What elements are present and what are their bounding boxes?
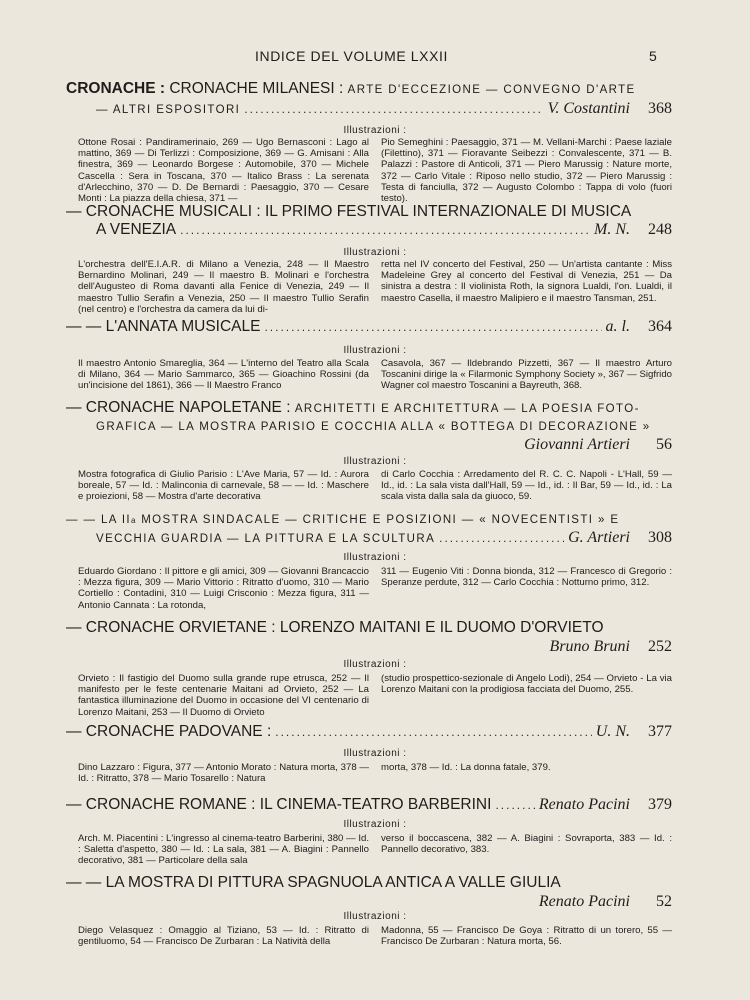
illustrations-right: 311 — Eugenio Viti : Donna bionda, 312 — Francesco di Gregorio : Speranze perdute, 312 — Carlo Cocchia : Notturno primo, 312. [381, 566, 672, 589]
entry-heading: — CRONACHE NAPOLETANE : ARCHITETTI E ARCHITETTURA — LA POESIA FOTO- [66, 399, 640, 416]
entry-author: M. N. [594, 221, 630, 238]
dot-leader [264, 316, 601, 338]
illustrations-list [78, 137, 672, 204]
illustrations-left: Orvieto : Il fastigio del Duomo sulla grande rupe etrusca, 252 — Il manifesto per le feste centenarie Maitani ad Orvieto, 252 — La fantastica illuminazione del Duomo in occasione del VI centenario di Lorenzo Maitani, 253 — Il Duomo di Orvieto [78, 673, 369, 718]
illustrations-left: Diego Velasquez : Omaggio al Tiziano, 53 — Id. : Ritratto di gentiluomo, 54 — Francisco De Zurbaran : La Natività della [78, 925, 369, 948]
illustrations-list [78, 762, 672, 784]
illustrations-right: retta nel IV concerto del Festival, 250 — Un'artista cantante : Miss Madeleine Grey al concerto del Festival di Venezia, 251 — Da sinistra a destra : Il violinista Roth, la signora Lualdi, l'on. Lualdi, il maestro Casella, il maestro Malipiero e il maestro Tansman, 251. [381, 259, 672, 304]
volume-title: INDICE DEL VOLUME LXXII [255, 48, 448, 64]
entry-author-line [66, 636, 672, 658]
illustrations-right: verso il boccascena, 382 — A. Biagini : Sovraporta, 383 — Id. : Pannello decorativo, 383. [381, 833, 672, 856]
illustrations-list [78, 469, 672, 503]
illustrazioni-label: Illustrazioni : [343, 552, 407, 563]
illustrations-right: morta, 378 — Id. : La donna fatale, 379. [381, 762, 551, 773]
dot-leader [180, 219, 590, 241]
dot-leader [275, 721, 592, 743]
illustrations-list [78, 925, 672, 947]
entry-heading: — CRONACHE ORVIETANE : LORENZO MAITANI E IL DUOMO D'ORVIETO [66, 619, 604, 636]
entry-heading: — — LA II a MOSTRA SINDACALE — CRITICHE E POSIZIONI — « NOVECENTISTI » E [66, 508, 672, 530]
entry-author: V. Costantini [547, 100, 630, 117]
entry-heading-cont: — ALTRI ESPOSITORI ..... V. Costantini 368 [66, 98, 672, 120]
illustrations-right: Pio Semeghini : Paesaggio, 371 — M. Vellani-Marchi : Paese laziale (Filettino), 371 — Fioravante Seibezzi : Convalescente, 371 — B. Palazzi : Pastore di Anticoli, 371 — Piero Marussig : Nature morte, 372 — Carlo Vitale : Riposo nello studio, 372 — Piero Marussig : Testa di fanciulla, 372 — Augusto Colombo : Tappa di volo (fuori testo). [381, 137, 672, 205]
illustrazioni-label: Illustrazioni : [343, 819, 407, 830]
entry-author: a. l. [605, 318, 630, 335]
entry-author-line [66, 891, 672, 913]
entry-page: 252 [648, 638, 672, 655]
entry-heading-cont: A VENEZIA ..... M. N. 248 [66, 219, 672, 241]
illustrazioni-label: Illustrazioni : [343, 125, 407, 136]
illustrations-left: Eduardo Giordano : Il pittore e gli amici, 309 — Giovanni Brancaccio : Mezza figura, 309 — Mario Vittorio : Ritratto d'uomo, 310 — Mario Cortiello : Contadini, 310 — Luigi Crisconio : Mezza figura, 311 — Antonio Cannata : La rotonda, [78, 566, 369, 611]
entry-heading: — CRONACHE MUSICALI : IL PRIMO FESTIVAL INTERNAZIONALE DI MUSICA [66, 203, 632, 220]
illustrations-list [78, 833, 672, 867]
illustrations-right: Casavola, 367 — Ildebrando Pizzetti, 367 — Il maestro Arturo Toscanini dirige la « Filarmonic Symphony Society », 367 — Sigfrido Wagner col maestro Toscanini a Bayreuth, 368. [381, 358, 672, 392]
dot-leader [495, 794, 534, 816]
illustrations-right: (studio prospettico-sezionale di Angelo Lodi), 254 — Orvieto - La via Lorenzo Maitani con la prodigiosa facciata del Duomo, 255. [381, 673, 672, 696]
entry-page: 308 [648, 529, 672, 546]
illustrazioni-label: Illustrazioni : [343, 456, 407, 467]
entry-author: G. Artieri [568, 529, 630, 546]
entry-page: 364 [648, 318, 672, 335]
dot-leader [439, 527, 564, 549]
entry-page: 52 [656, 893, 672, 910]
entry-author-line [66, 434, 672, 456]
entry-heading: — — LA MOSTRA DI PITTURA SPAGNUOLA ANTICA A VALLE GIULIA [66, 874, 561, 891]
illustrations-list [78, 358, 672, 392]
entry-page: 379 [648, 796, 672, 813]
illustrations-left: Il maestro Antonio Smareglia, 364 — L'interno del Teatro alla Scala di Milano, 364 — Mario Sammarco, 365 — Gioachino Rossini (da un'incisione del 1861), 366 — Il Maestro Franco [78, 358, 369, 392]
entry-page: 377 [648, 723, 672, 740]
entry-author: Renato Pacini [538, 893, 630, 910]
illustrations-list [78, 566, 672, 611]
entry-author: U. N. [595, 723, 630, 740]
entry-heading-cont: VECCHIA GUARDIA — LA PITTURA E LA SCULTURA ..... G. Artieri 308 [66, 527, 672, 549]
dot-leader [244, 98, 543, 120]
running-head [0, 48, 750, 68]
entry-page: 248 [648, 221, 672, 238]
entry-page: 368 [648, 100, 672, 117]
illustrations-right: di Carlo Cocchia : Arredamento del R. C. C. Napoli - L'Hall, 59 — Id., id. : La sala vista dall'Hall, 59 — Id., id. : Il Bar, 59 — Id., id. : La scala vista dalla sala da giuoco, 59. [381, 469, 672, 503]
entry-heading-cont: GRAFICA — LA MOSTRA PARISIO E COCCHIA ALLA « BOTTEGA DI DECORAZIONE » [96, 421, 651, 433]
illustrations-left: L'orchestra dell'E.I.A.R. di Milano a Venezia, 248 — Il Maestro Bernardino Molinari, 249 — Il maestro B. Molinari e l'orchestra dell'Augusteo di Roma davanti alla Fenice di Venezia, 249 — Il maestro Tullio Serafin a Venezia, 250 — Il maestro Tullio Serafin (nel centro) e l'orchestra da camera da lui di- [78, 259, 369, 315]
illustrations-list [78, 673, 672, 718]
illustrazioni-label: Illustrazioni : [343, 748, 407, 759]
illustrazioni-label: Illustrazioni : [343, 659, 407, 670]
entry-heading: — CRONACHE PADOVANE : ..... U. N. 377 [66, 721, 672, 743]
illustrazioni-label: Illustrazioni : [343, 345, 407, 356]
entry-heading: — CRONACHE ROMANE : IL CINEMA-TEATRO BARBERINI ..... Renato Pacini 379 [66, 794, 672, 816]
page-number: 5 [649, 48, 658, 64]
entry-page: 56 [656, 436, 672, 453]
superscript: a [131, 516, 137, 525]
illustrations-left: Ottone Rosai : Pandiramerinaio, 269 — Ugo Bernasconi : Lago al mattino, 369 — Di Terlizzi : Composizione, 369 — G. Amisani : Alla finestra, 369 — Leonardo Borgese : Automobile, 370 — Michele Cascella : Sera in Toscana, 370 — Italico Brass : La serenata d'Arlecchino, 370 — D. De Bernardi : Paesaggio, 370 — Cesare Monti : La piazza della chiesa, 371 — [78, 137, 369, 205]
entry-author: Bruno Bruni [549, 638, 630, 655]
entry-author: Renato Pacini [538, 796, 630, 813]
illustrations-left: Dino Lazzaro : Figura, 377 — Antonio Morato : Natura morta, 378 — Id. : Ritratto, 378 — Mario Tosarello : Natura [78, 762, 369, 785]
illustrations-left: Mostra fotografica di Giulio Parisio : L'Ave Maria, 57 — Id. : Aurora boreale, 57 — Id. : Malinconia di carnevale, 58 — — Id. : Maschere e proiezioni, 58 — Mostra d'arte decorativa [78, 469, 369, 503]
illustrations-left: Arch. M. Piacentini : L'ingresso al cinema-teatro Barberini, 380 — Id. : Saletta d'aspetto, 380 — Id. : La sala, 381 — A. Biagini : Pannello decorativo, 381 — Particolare della sala [78, 833, 369, 867]
illustrations-list [78, 259, 672, 315]
entry-heading: CRONACHE : CRONACHE MILANESI : ARTE D'ECCEZIONE — CONVEGNO D'ARTE [66, 80, 636, 97]
illustrazioni-label: Illustrazioni : [343, 247, 407, 258]
entry-author: Giovanni Artieri [524, 436, 630, 453]
illustrations-right: Madonna, 55 — Francisco De Goya : Ritratto di un torero, 55 — Francisco De Zurbaran : Natura morta, 56. [381, 925, 672, 948]
entry-heading: — — L'ANNATA MUSICALE ..... a. l. 364 [66, 316, 672, 338]
illustrazioni-label: Illustrazioni : [343, 911, 407, 922]
